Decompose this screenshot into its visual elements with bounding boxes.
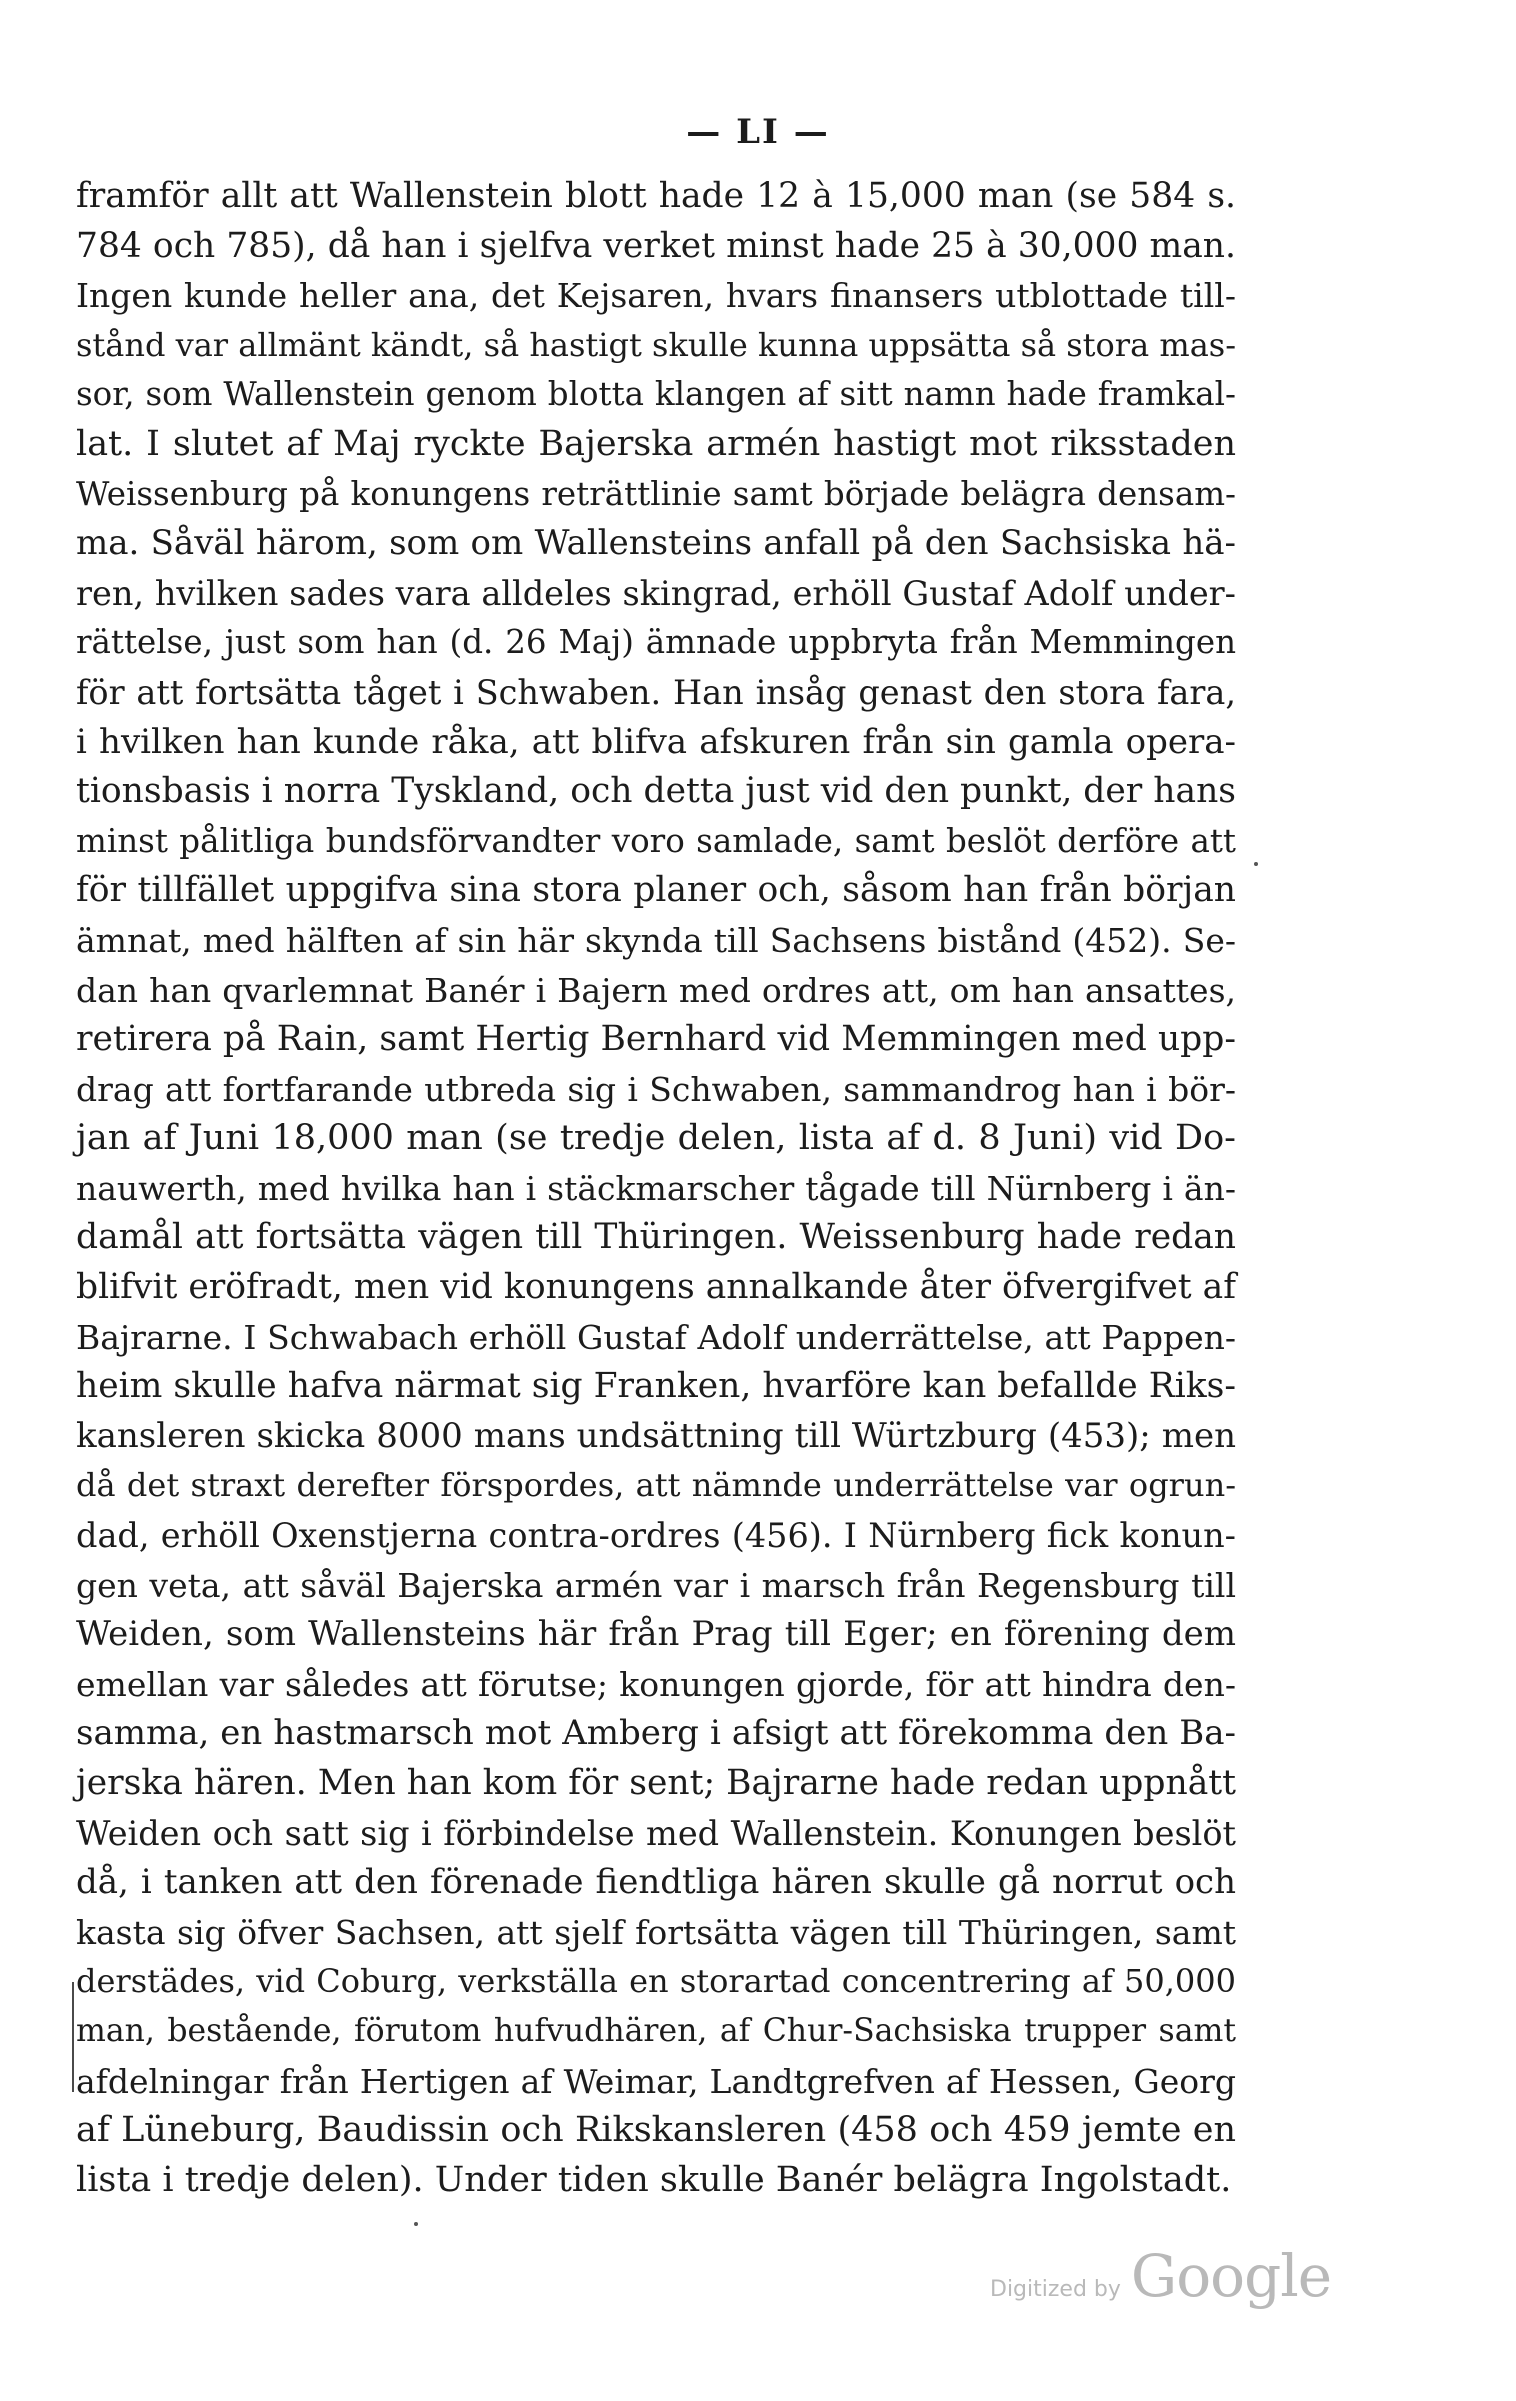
text-line: afdelningar från Hertigen af Weimar, Landtgrefven af Hessen, Georg	[76, 2061, 1236, 2101]
text-line: dad, erhöll Oxenstjerna contra-ordres (456). I Nürnberg fick konun-	[76, 1516, 1236, 1556]
text-line: sor, som Wallenstein genom blotta klangen af sitt namn hade framkal-	[76, 375, 1236, 414]
text-line: för att fortsätta tåget i Schwaben. Han insåg genast den stora fara,	[76, 672, 1236, 712]
text-line: derstädes, vid Coburg, verkställa en storartad concentrering af 50,000	[76, 1962, 1236, 2001]
text-line: samma, en hastmarsch mot Amberg i afsigt att förekomma den Ba-	[76, 1713, 1236, 1754]
text-line: emellan var således att förutse; konungen gjorde, för att hindra den-	[76, 1664, 1236, 1704]
text-line: ämnat, med hälften af sin här skynda till Sachsens bistånd (452). Se-	[76, 920, 1236, 960]
text-line: jerska hären. Men han kom för sent; Bajrarne hade redan uppnått	[76, 1763, 1236, 1803]
text-line: då, i tanken att den förenade fiendtliga hären skulle gå norrut och	[76, 1862, 1236, 1903]
text-line: nauwerth, med hvilka han i stäckmarscher tågade till Nürnberg i än-	[76, 1168, 1236, 1208]
text-line: 784 och 785), då han i sjelfva verket minst hade 25 à 30,000 man.	[76, 225, 1236, 266]
text-line: heim skulle hafva närmat sig Franken, hvarföre kan befallde Riks-	[76, 1366, 1236, 1407]
text-line: stånd var allmänt kändt, så hastigt skulle kunna uppsätta så stora mas-	[76, 325, 1236, 364]
text-line: Ingen kunde heller ana, det Kejsaren, hvars finansers utblottade till-	[76, 276, 1236, 316]
page-number-header: — LI —	[686, 112, 830, 152]
text-line: för tillfället uppgifva sina stora planer och, såsom han från början	[76, 870, 1236, 911]
text-line: gen veta, att såväl Bajerska armén var i marsch från Regensburg till	[76, 1565, 1236, 1605]
text-line: Weiden, som Wallensteins här från Prag till Eger; en förening dem	[76, 1614, 1236, 1655]
text-line: Weissenburg på konungens reträttlinie samt började belägra densam-	[76, 474, 1236, 513]
text-line: Bajrarne. I Schwabach erhöll Gustaf Adolf underrättelse, att Pappen-	[76, 1317, 1236, 1357]
text-line: kasta sig öfver Sachsen, att sjelf fortsätta vägen till Thüringen, samt	[76, 1912, 1236, 1952]
text-line: man, bestående, förutom hufvudhären, af Chur-Sachsiska trupper samt	[76, 2012, 1236, 2049]
text-line: tionsbasis i norra Tyskland, och detta just vid den punkt, der hans	[76, 771, 1236, 812]
text-line: Weiden och satt sig i förbindelse med Wallenstein. Konungen beslöt	[76, 1813, 1236, 1853]
ink-speck	[1254, 862, 1258, 866]
text-line: lat. I slutet af Maj ryckte Bajerska armén hastigt mot riksstaden	[76, 423, 1236, 464]
body-text	[76, 172, 1236, 2205]
text-line: jan af Juni 18,000 man (se tredje delen, lista af d. 8 Juni) vid Do-	[76, 1118, 1236, 1159]
text-line: drag att fortfarande utbreda sig i Schwaben, sammandrog han i bör-	[76, 1069, 1236, 1109]
digitized-watermark	[990, 2242, 1331, 2310]
text-line: retirera på Rain, samt Hertig Bernhard vid Memmingen med upp-	[76, 1019, 1236, 1060]
text-line: lista i tredje delen). Under tiden skulle Banér belägra Ingolstadt.	[76, 2159, 1232, 2200]
text-line: kansleren skicka 8000 mans undsättning till Würtzburg (453); men	[76, 1415, 1236, 1456]
text-line: framför allt att Wallenstein blott hade 12 à 15,000 man (se 584 s.	[76, 176, 1236, 216]
text-line: minst pålitliga bundsförvandter voro samlade, samt beslöt derföre att	[76, 821, 1236, 860]
ink-speck	[414, 2222, 418, 2226]
text-line: af Lüneburg, Baudissin och Rikskansleren (458 och 459 jemte en	[76, 2110, 1236, 2151]
watermark-brand-logo: Google	[1130, 2242, 1332, 2310]
text-line: då det straxt derefter förspordes, att nämnde underrättelse var ogrun-	[76, 1466, 1236, 1505]
text-line: damål att fortsätta vägen till Thüringen. Weissenburg hade redan	[76, 1217, 1236, 1258]
text-line: ma. Såväl härom, som om Wallensteins anfall på den Sachsiska hä-	[76, 523, 1236, 564]
text-line: dan han qvarlemnat Banér i Bajern med ordres att, om han ansattes,	[76, 970, 1236, 1010]
watermark-prefix: Digitized by	[990, 2277, 1121, 2302]
text-line: rättelse, just som han (d. 26 Maj) ämnade uppbryta från Memmingen	[76, 623, 1236, 662]
text-line: blifvit eröfradt, men vid konungens annalkande åter öfvergifvet af	[76, 1267, 1236, 1308]
text-line: ren, hvilken sades vara alldeles skingrad, erhöll Gustaf Adolf under-	[76, 573, 1236, 613]
text-line: i hvilken han kunde råka, att blifva afskuren från sin gamla opera-	[76, 721, 1236, 762]
margin-mark	[72, 1982, 74, 2092]
